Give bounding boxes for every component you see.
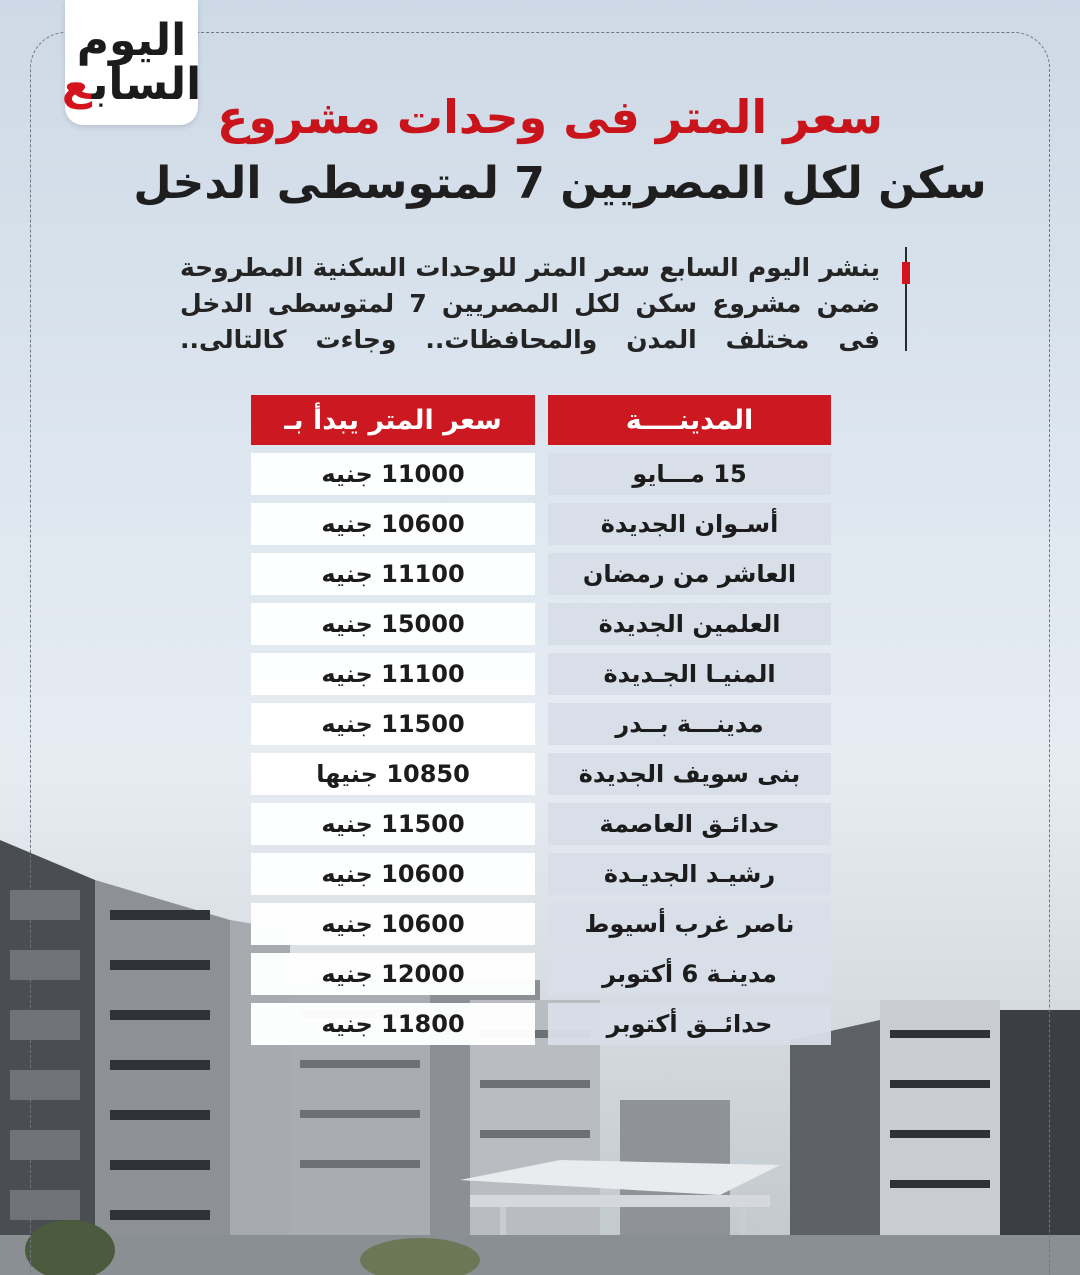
- dashed-frame: [30, 32, 1050, 1275]
- intro-paragraph: ينشر اليوم السابع سعر المتر للوحدات السكنية المطروحة ضمن مشروع سكن لكل المصريين 7 لمتوسطى الدخل فى مختلف المدن والمحافظات.. وجاءت كالتالى..: [180, 253, 880, 354]
- table-header-city: المدينــــة: [548, 395, 831, 445]
- table-cell-city: بنى سويف الجديدة: [548, 753, 831, 795]
- intro-accent-mark: [902, 262, 910, 284]
- table-cell-city: حدائـق العاصمة: [548, 803, 831, 845]
- table-cell-city: رشيـد الجديـدة: [548, 853, 831, 895]
- table-cell-city: مدينـة 6 أكتوبر: [548, 953, 831, 995]
- table-cell-price: 11100 جنيه: [251, 653, 535, 695]
- table-cell-city: المنيـا الجـديدة: [548, 653, 831, 695]
- logo-line-1: اليوم: [76, 14, 187, 66]
- table-cell-price: 11500 جنيه: [251, 703, 535, 745]
- table-cell-price: 10600 جنيه: [251, 503, 535, 545]
- table-cell-price: 11500 جنيه: [251, 803, 535, 845]
- logo-word-accent: ع: [61, 58, 92, 110]
- logo-word-main: الساب: [91, 58, 202, 110]
- table-cell-city: ناصر غرب أسيوط: [548, 903, 831, 945]
- table-cell-city: حدائــق أكتوبر: [548, 1003, 831, 1045]
- table-cell-city: مدينـــة بــدر: [548, 703, 831, 745]
- table-cell-price: 11100 جنيه: [251, 553, 535, 595]
- table-cell-city: أسـوان الجديدة: [548, 503, 831, 545]
- table-cell-price: 11800 جنيه: [251, 1003, 535, 1045]
- table-cell-city: العاشر من رمضان: [548, 553, 831, 595]
- table-header-price: سعر المتر يبدأ بـ: [251, 395, 535, 445]
- table-cell-price: 10850 جنيها: [251, 753, 535, 795]
- table-cell-price: 12000 جنيه: [251, 953, 535, 995]
- table-cell-price: 11000 جنيه: [251, 453, 535, 495]
- headline-red: سعر المتر فى وحدات مشروع: [216, 90, 884, 144]
- table-cell-price: 10600 جنيه: [251, 903, 535, 945]
- headline-dark: سكن لكل المصريين 7 لمتوسطى الدخل: [133, 158, 987, 209]
- table-cell-price: 10600 جنيه: [251, 853, 535, 895]
- table-cell-city: العلمين الجديدة: [548, 603, 831, 645]
- table-cell-city: 15 مـــايو: [548, 453, 831, 495]
- table-cell-price: 15000 جنيه: [251, 603, 535, 645]
